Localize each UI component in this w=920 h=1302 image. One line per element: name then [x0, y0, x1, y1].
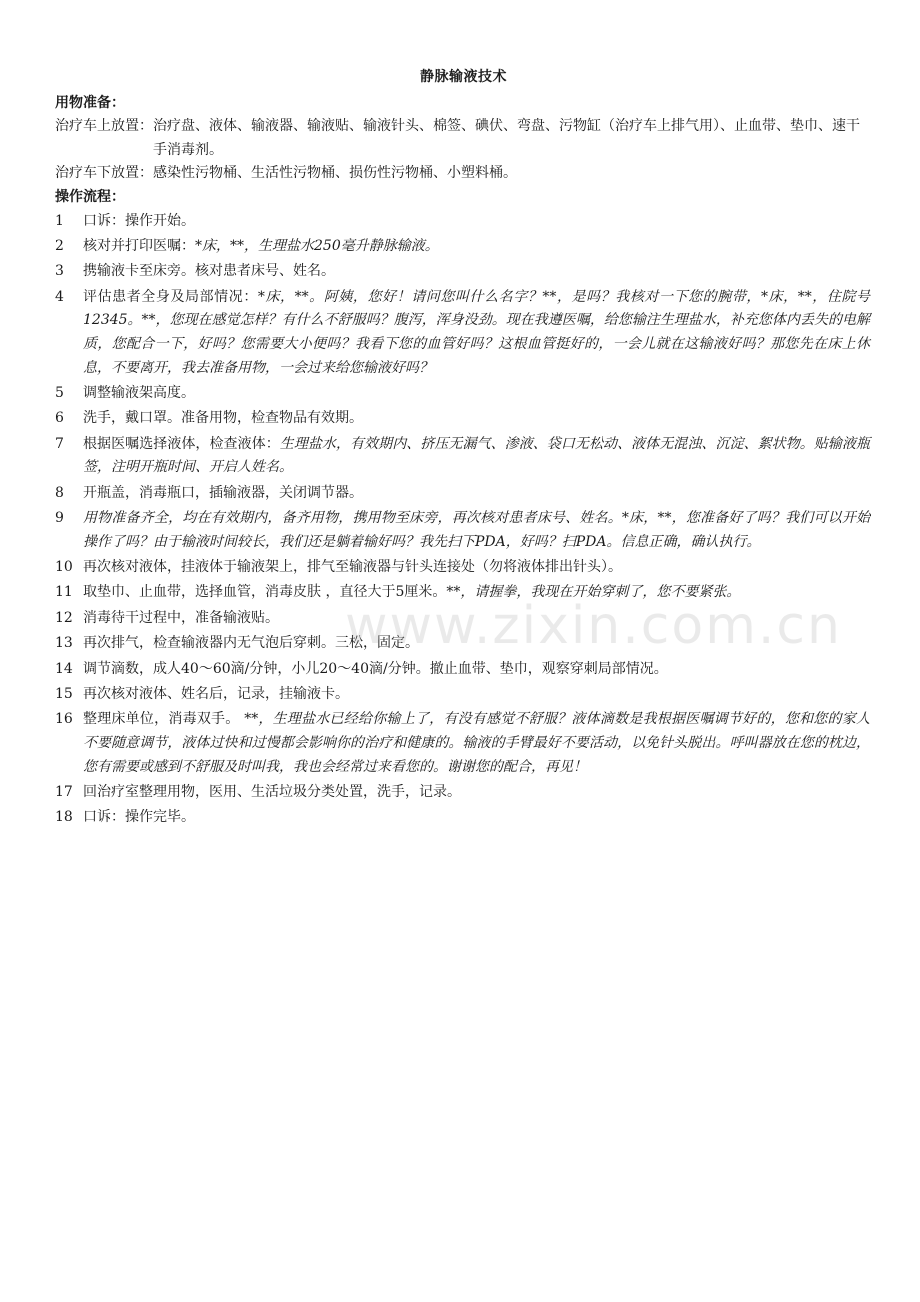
step-number: 2 [55, 237, 64, 254]
step-instruction: 口诉：操作完毕。 [83, 809, 195, 826]
procedure-step [55, 286, 870, 380]
materials-cart-top [55, 115, 870, 162]
materials-cart-bottom-label: 治疗车下放置： [55, 165, 153, 182]
step-number: 16 [55, 711, 73, 728]
procedure-step [55, 708, 870, 779]
procedure-step [55, 407, 870, 431]
step-number: 14 [55, 660, 73, 677]
step-instruction: 评估患者全身及局部情况： [83, 288, 258, 305]
procedure-step [55, 658, 870, 682]
step-number: 5 [55, 384, 64, 401]
step-instruction: 洗手，戴口罩。准备用物，检查物品有效期。 [83, 410, 363, 427]
procedure-step [55, 260, 870, 284]
procedure-step [55, 210, 870, 234]
step-instruction: 取垫巾、止血带，选择血管，消毒皮肤 ，直径大于5厘米。 [83, 584, 447, 601]
step-text [83, 632, 870, 656]
step-dialogue: **，请握拳，我现在开始穿刺了，您不要紧张。 [446, 584, 741, 601]
step-dialogue: 生理盐水，有效期内、挤压无漏气、渗液、袋口无松动、液体无混浊、沉淀、絮状物。贴输液瓶签，注明开瓶时间、开启人姓名。 [83, 435, 870, 476]
step-text [83, 658, 870, 682]
step-text [83, 806, 870, 830]
step-dialogue: 用物准备齐全，均在有效期内，备齐用物，携用物至床旁，再次核对患者床号、姓名。*床，**，您准备好了吗？我们可以开始操作了吗？由于输液时间较长，我们还是躺着输好吗？我先扫下PDA，好吗？扫PDA。信息正确，确认执行。 [83, 510, 870, 550]
step-text [83, 781, 870, 805]
procedure-step [55, 683, 870, 707]
step-text [83, 260, 870, 284]
step-text [83, 556, 870, 580]
step-text [83, 683, 870, 707]
step-text [83, 433, 870, 480]
step-number: 8 [55, 484, 64, 501]
procedure-steps-list [55, 210, 870, 830]
step-text [83, 581, 870, 605]
step-dialogue: *床，**，生理盐水250毫升静脉输液。 [195, 237, 439, 254]
step-number: 10 [55, 559, 73, 576]
step-number: 9 [55, 510, 64, 527]
step-text [83, 235, 870, 259]
step-instruction: 口诉：操作开始。 [83, 212, 195, 229]
procedure-step [55, 806, 870, 830]
step-text [83, 482, 870, 506]
step-number: 7 [55, 435, 64, 452]
step-number: 1 [55, 212, 64, 229]
procedure-step [55, 382, 870, 406]
procedure-step [55, 607, 870, 631]
document-title: 静脉输液技术 [420, 69, 507, 85]
procedure-step [55, 556, 870, 580]
materials-heading: 用物准备： [55, 94, 125, 111]
step-number: 3 [55, 263, 64, 280]
step-instruction: 再次核对液体，挂液体于输液架上，排气至输液器与针头连接处（勿将液体排出针头）。 [83, 559, 622, 576]
step-instruction: 再次排气，检查输液器内无气泡后穿刺。三松，固定。 [83, 635, 419, 652]
step-instruction: 消毒待干过程中，准备输液贴。 [83, 609, 279, 626]
materials-cart-top-label: 治疗车上放置： [55, 118, 153, 135]
procedure-step [55, 433, 870, 480]
step-instruction: 整理床单位，消毒双手。 [83, 711, 245, 728]
step-text [83, 382, 870, 406]
step-instruction: 再次核对液体、姓名后，记录，挂输液卡。 [83, 686, 349, 702]
materials-cart-top-content: 治疗盘、液体、输液器、输液贴、输液针头、棉签、碘伏、弯盘、污物缸（治疗车上排气用）、止血带、垫巾、速干手消毒剂。 [153, 118, 860, 158]
materials-cart-bottom [55, 162, 870, 186]
step-number: 4 [55, 288, 64, 305]
document-page [55, 66, 870, 832]
materials-cart-bottom-content: 感染性污物桶、生活性污物桶、损伤性污物桶、小塑料桶。 [153, 165, 517, 182]
step-instruction: 调整输液架高度。 [83, 384, 195, 401]
step-text [83, 286, 870, 380]
step-instruction: 携输液卡至床旁。核对患者床号、姓名。 [83, 263, 335, 280]
procedure-step [55, 581, 870, 605]
step-number: 12 [55, 609, 73, 626]
step-instruction: 回治疗室整理用物，医用、生活垃圾分类处置，洗手，记录。 [83, 783, 461, 800]
step-number: 15 [55, 686, 73, 702]
step-number: 13 [55, 635, 73, 652]
procedure-step [55, 507, 870, 554]
step-number: 11 [55, 584, 73, 601]
step-number: 6 [55, 410, 64, 427]
step-dialogue: *床，**。阿姨，您好！请问您叫什么名字？**，是吗？我核对一下您的腕带，*床，**，住院号12345。**，您现在感觉怎样？有什么不舒服吗？腹泻，浑身没劲。现在我遵医嘱，给您输注生理盐水，补充您体内丢失的电解质，您配合一下，好吗？您需要大小便吗？我看下您的血管好吗？这根血管挺好的，一会儿就在这输液好吗？那您先在床上休息，不要离开，我去准备用物，一会过来给您输液好吗？ [83, 288, 870, 376]
step-text [83, 708, 870, 779]
step-number: 17 [55, 783, 73, 800]
step-text [83, 407, 870, 431]
procedure-step [55, 235, 870, 259]
step-text [83, 607, 870, 631]
step-text [83, 210, 870, 234]
procedure-step [55, 781, 870, 805]
step-text [83, 507, 870, 554]
procedure-heading: 操作流程： [55, 188, 125, 205]
watermark: www.zixin.com.cn [345, 596, 842, 656]
step-instruction: 根据医嘱选择液体，检查液体： [83, 435, 280, 452]
step-number: 18 [55, 809, 73, 826]
step-instruction: 调节滴数，成人40～60滴/分钟，小儿20～40滴/分钟。撤止血带、垫巾，观察穿刺局部情况。 [83, 660, 668, 677]
procedure-step [55, 632, 870, 656]
step-instruction: 开瓶盖，消毒瓶口，插输液器，关闭调节器。 [83, 484, 363, 501]
step-instruction: 核对并打印医嘱： [83, 237, 195, 254]
step-dialogue: **，生理盐水已经给你输上了，有没有感觉不舒服？液体滴数是我根据医嘱调节好的，您和您的家人不要随意调节，液体过快和过慢都会影响你的治疗和健康的。输液的手臂最好不要活动，以免针头脱出。呼叫器放在您的枕边，您有需要或感到不舒服及时叫我，我也会经常过来看您的。谢谢您的配合，再见！ [83, 711, 870, 775]
procedure-step [55, 482, 870, 506]
